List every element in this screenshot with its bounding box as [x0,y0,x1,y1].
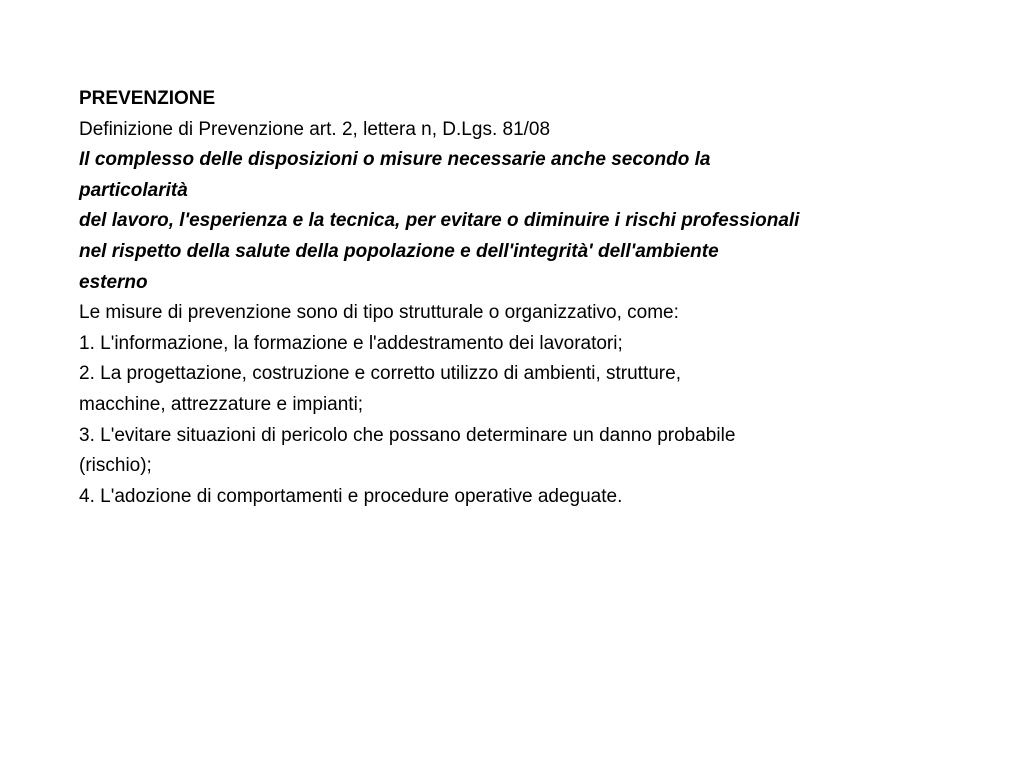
measure-list-line: 2. La progettazione, costruzione e corretto utilizzo di ambienti, strutture, [79,363,681,385]
measures-intro: Le misure di prevenzione sono di tipo strutturale o organizzativo, come: [79,302,679,324]
definition-line: esterno [79,271,148,293]
measure-list-line: 4. L'adozione di comportamenti e procedure operative adeguate. [79,485,623,507]
definition-line: Il complesso delle disposizioni o misure necessarie anche secondo la [79,149,711,171]
definition-line: particolarità [79,179,188,201]
definition-line: del lavoro, l'esperienza e la tecnica, per evitare o diminuire i rischi professionali [79,210,800,232]
measure-list-line: 3. L'evitare situazioni di pericolo che possano determinare un danno probabile [79,424,736,446]
slide-subtitle: Definizione di Prevenzione art. 2, lettera n, D.Lgs. 81/08 [79,118,551,140]
measure-list-line: macchine, attrezzature e impianti; [79,393,364,415]
slide-text-block [79,84,939,512]
measure-list-line: (rischio); [79,455,152,477]
measure-list-line: 1. L'informazione, la formazione e l'addestramento dei lavoratori; [79,332,623,354]
slide-title: PREVENZIONE [79,88,216,109]
definition-line: nel rispetto della salute della popolazione e dell'integrità' dell'ambiente [79,240,719,262]
